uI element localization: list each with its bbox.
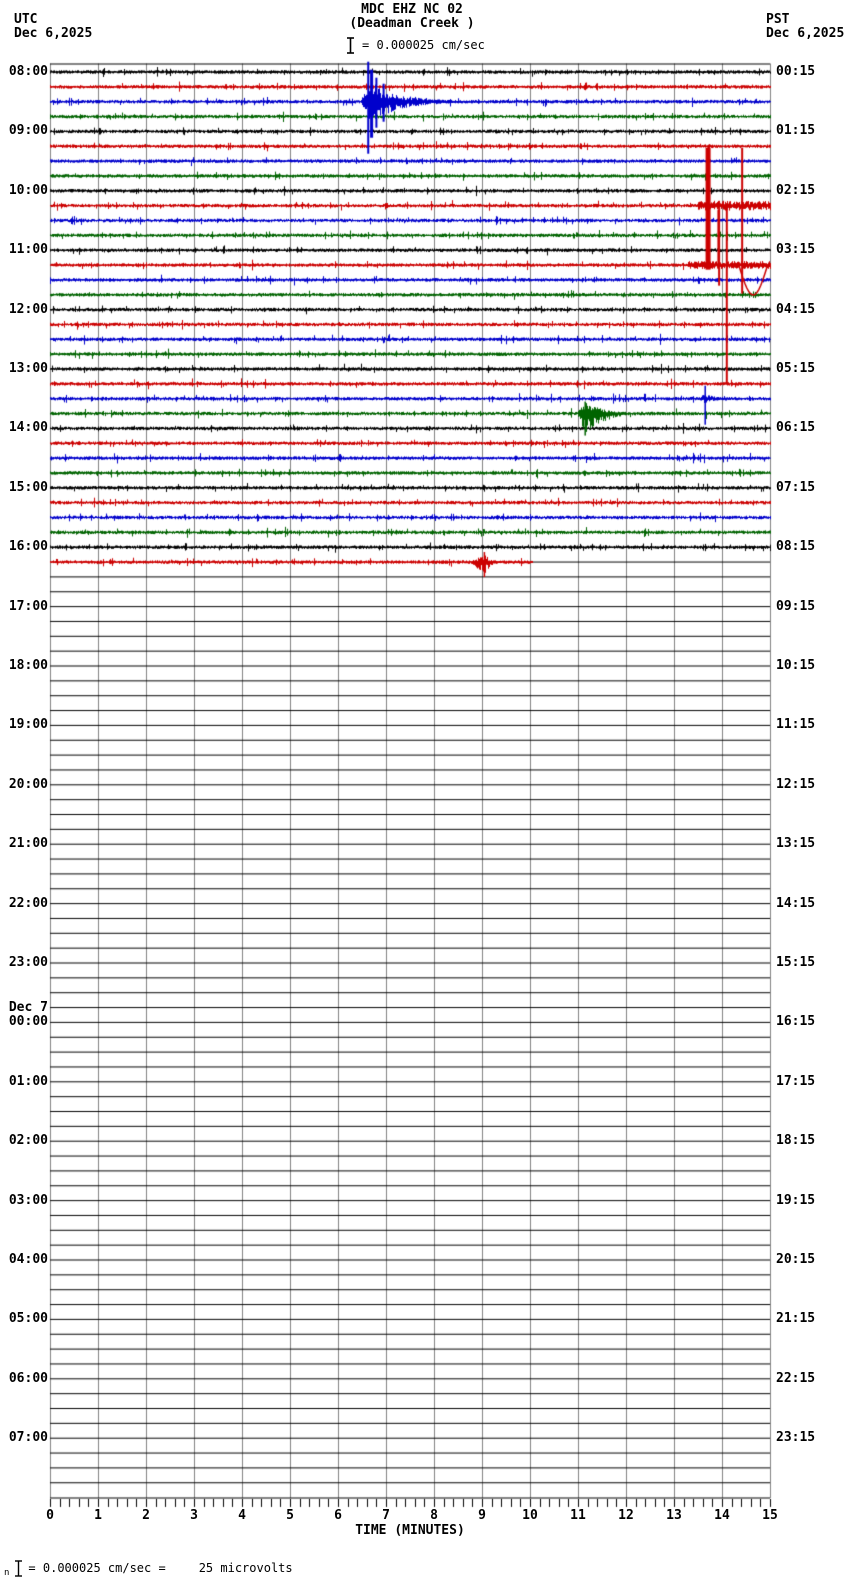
date-left-label: Dec 6,2025 xyxy=(14,26,93,41)
utc-hour-label: 15:00 xyxy=(8,479,48,495)
utc-hour-label: 03:00 xyxy=(8,1192,48,1208)
utc-hour-label: 19:00 xyxy=(8,717,48,733)
title-block xyxy=(0,3,824,31)
utc-hour-label: 08:00 xyxy=(8,64,48,79)
pst-hour-label: 12:15 xyxy=(776,776,816,792)
utc-hour-label: 14:00 xyxy=(8,420,48,436)
pst-hour-label: 21:15 xyxy=(776,1311,816,1327)
utc-hour-label: 05:00 xyxy=(8,1311,48,1327)
pst-hour-label: 17:15 xyxy=(776,1073,816,1089)
timezone-right-label: PST xyxy=(766,12,790,27)
minute-tick-label: 8 xyxy=(430,1508,438,1523)
date-rollover-label: Dec 7 xyxy=(8,999,48,1015)
pst-hour-label: 11:15 xyxy=(776,717,816,733)
pst-hour-label: 02:15 xyxy=(776,182,816,198)
pst-hour-label: 18:15 xyxy=(776,1133,816,1149)
utc-hour-label: 22:00 xyxy=(8,895,48,911)
utc-hour-label: 01:00 xyxy=(8,1073,48,1089)
minute-tick-label: 0 xyxy=(46,1508,54,1523)
pst-hour-label: 14:15 xyxy=(776,895,816,911)
pst-hour-label: 15:15 xyxy=(776,955,816,970)
footer-prefix-glyph: n xyxy=(4,1567,10,1578)
minute-tick-label: 12 xyxy=(618,1508,634,1523)
minute-tick-label: 9 xyxy=(478,1508,486,1523)
utc-hour-label: 18:00 xyxy=(8,658,48,673)
pst-hour-label: 00:15 xyxy=(776,64,816,79)
x-axis-title: TIME (MINUTES) xyxy=(355,1523,465,1538)
utc-hour-label: 06:00 xyxy=(8,1370,48,1386)
utc-hour-label: 21:00 xyxy=(8,836,48,852)
pst-hour-label: 20:15 xyxy=(776,1252,816,1267)
amplitude-scale xyxy=(346,37,485,54)
minute-tick-label: 13 xyxy=(666,1508,682,1523)
utc-hour-label: 20:00 xyxy=(8,776,48,792)
pst-hour-label: 08:15 xyxy=(776,539,816,555)
minute-tick-label: 14 xyxy=(714,1508,730,1523)
date-right-label: Dec 6,2025 xyxy=(766,26,845,41)
minute-tick-label: 10 xyxy=(522,1508,538,1523)
utc-hour-label: 17:00 xyxy=(8,598,48,614)
pst-hour-label: 09:15 xyxy=(776,598,816,614)
minute-tick-label: 6 xyxy=(334,1508,342,1523)
pst-hour-label: 05:15 xyxy=(776,361,816,376)
footer-scale-note xyxy=(4,1560,293,1577)
utc-hour-label: 13:00 xyxy=(8,361,48,376)
station-subtitle: (Deadman Creek ) xyxy=(349,16,475,31)
minute-tick-label: 4 xyxy=(238,1508,246,1523)
scale-ibar-icon xyxy=(346,37,355,54)
minute-tick-label: 2 xyxy=(142,1508,150,1523)
pst-hour-label: 16:15 xyxy=(776,1014,816,1030)
minute-tick-label: 5 xyxy=(286,1508,294,1523)
pst-hour-label: 23:15 xyxy=(776,1430,816,1446)
station-title: MDC EHZ NC 02 xyxy=(361,2,463,17)
scale-label: = 0.000025 cm/sec xyxy=(362,38,485,52)
timezone-left-label: UTC xyxy=(14,12,38,27)
minute-tick-label: 3 xyxy=(190,1508,198,1523)
pst-hour-label: 03:15 xyxy=(776,242,816,258)
utc-hour-label: 11:00 xyxy=(8,242,48,258)
pst-hour-label: 07:15 xyxy=(776,479,816,495)
utc-hour-label: 02:00 xyxy=(8,1133,48,1149)
pst-hour-label: 06:15 xyxy=(776,420,816,436)
utc-hour-label: 23:00 xyxy=(8,955,48,970)
pst-hour-label: 10:15 xyxy=(776,658,816,673)
minute-tick-label: 11 xyxy=(570,1508,586,1523)
pst-hour-label: 22:15 xyxy=(776,1370,816,1386)
utc-hour-label: 07:00 xyxy=(8,1430,48,1446)
utc-hour-label: 04:00 xyxy=(8,1252,48,1267)
utc-hour-label: 09:00 xyxy=(8,123,48,139)
footer-microvolts-text: 25 microvolts xyxy=(198,1561,293,1575)
utc-hour-label: 16:00 xyxy=(8,539,48,555)
minute-tick-label: 7 xyxy=(382,1508,390,1523)
pst-hour-label: 04:15 xyxy=(776,301,816,317)
pst-hour-label: 13:15 xyxy=(776,836,816,852)
pst-hour-label: 19:15 xyxy=(776,1192,816,1208)
footer-scale-text: = 0.000025 cm/sec = xyxy=(28,1561,166,1575)
utc-hour-label: 10:00 xyxy=(8,182,48,198)
utc-hour-label: 00:00 xyxy=(8,1014,48,1030)
footer-ibar-icon xyxy=(14,1560,23,1577)
minute-tick-label: 15 xyxy=(762,1508,778,1523)
minute-tick-label: 1 xyxy=(94,1508,102,1523)
utc-hour-label: 12:00 xyxy=(8,301,48,317)
pst-hour-label: 01:15 xyxy=(776,123,816,139)
